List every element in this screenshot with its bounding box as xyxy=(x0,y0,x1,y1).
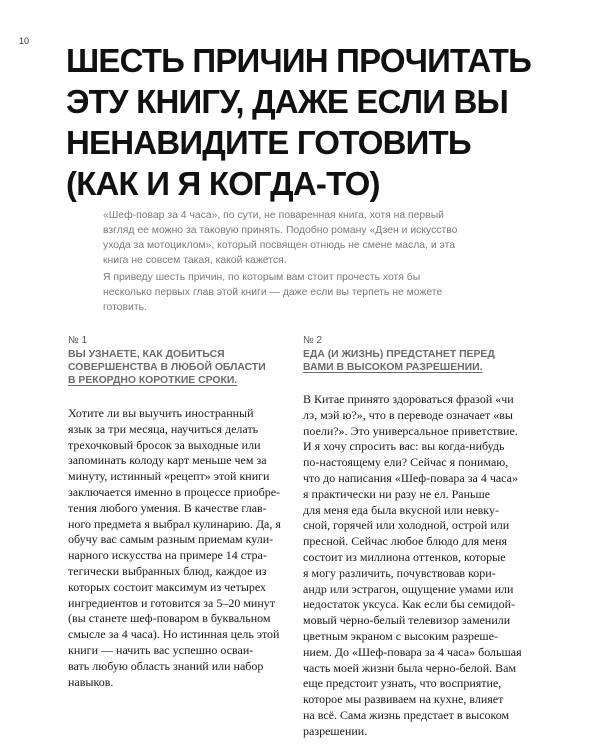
body-line: лэ, мэй ю?», что в переводе означает «вы xyxy=(303,407,513,422)
intro-line: книга не совсем такая, какой кажется. xyxy=(103,255,287,266)
reason-number: № 2 xyxy=(303,335,323,346)
body-line: мовый черно-белый телевизор заменили xyxy=(303,613,511,628)
body-line: на всё. Сама жизнь предстает в высоком xyxy=(303,707,510,722)
body-line: запоминать колоду карт меньше чем за xyxy=(68,453,267,468)
body-line: по-настоящему ели? Сейчас я понимаю, xyxy=(303,455,509,470)
reason-heading-line: ВЫ УЗНАЕТЕ, КАК ДОБИТЬСЯ xyxy=(68,349,225,360)
reason-2 xyxy=(303,335,535,740)
body-line: цветным экраном с высоким разреше- xyxy=(303,628,498,643)
body-line: трехочковый бросок за выходные или xyxy=(68,437,261,452)
body-line: что до написания «Шеф-повара за 4 часа» xyxy=(303,470,518,485)
reason-number: № 1 xyxy=(68,335,88,346)
body-line: которых состоит максимум из четырех xyxy=(68,579,267,594)
title-line: ШЕСТЬ ПРИЧИН ПРОЧИТАТЬ xyxy=(66,42,531,79)
body-line: обучу вас самым разным приемам кули- xyxy=(68,532,274,547)
body-line: нарного искусства на примере 14 стра- xyxy=(68,548,267,563)
body-line: пресной. Сейчас любое блюдо для меня xyxy=(303,534,508,549)
body-line: тения любого умения. В качестве глав- xyxy=(68,500,267,515)
reason-body xyxy=(303,392,535,740)
reason-heading-line: ВАМИ В ВЫСОКОМ РАЗРЕШЕНИИ. xyxy=(303,362,483,373)
body-line: ингредиентов и готовится за 5–20 минут xyxy=(68,595,276,610)
intro-line: несколько первых глав этой книги — даже если вы терпеть не можете xyxy=(103,287,443,298)
reason-heading-line: ЕДА (И ЖИЗНЬ) ПРЕДСТАНЕТ ПЕРЕД xyxy=(303,349,495,360)
reason-body xyxy=(68,406,293,690)
body-line: я могу различить, почувствовав кори- xyxy=(303,565,496,580)
reason-heading xyxy=(303,348,535,374)
body-line: ного предмета я выбрал кулинарию. Да, я xyxy=(68,516,281,531)
body-line: поели?». Это универсальное приветствие. xyxy=(303,423,518,438)
body-line: андр или эстрагон, ощущение умами или xyxy=(303,581,514,596)
chapter-title xyxy=(66,40,566,204)
body-line: вать любую область знаний или набор xyxy=(68,658,264,673)
body-line: язык за три месяца, научиться делать xyxy=(68,421,259,436)
intro-line: Я приведу шесть причин, по которым вам стоит прочесть хотя бы xyxy=(103,272,421,283)
body-line: заключается именно в процессе приобре- xyxy=(68,484,281,499)
title-line: ЭТУ КНИГУ, ДАЖЕ ЕСЛИ ВЫ xyxy=(66,83,509,120)
intro-line: ухода за мотоциклом», который посвящен отнюдь не смене масла, и эта xyxy=(103,240,456,251)
body-line: еще предстоит узнать, что восприятие, xyxy=(303,676,502,691)
page-number: 10 xyxy=(19,36,30,46)
intro-paragraph-2 xyxy=(103,270,503,315)
body-line: состоит из миллиона оттенков, которые xyxy=(303,549,506,564)
body-line: Хотите ли вы выучить иностранный xyxy=(68,406,254,420)
body-line: В Китае принято здороваться фразой «чи xyxy=(303,392,514,406)
body-line: нием. До «Шеф-повара за 4 часа» большая xyxy=(303,644,522,659)
intro-line: «Шеф-повар за 4 часа», по сути, не поваренная книга, хотя на первый xyxy=(103,210,444,221)
title-line: НЕНАВИДИТЕ ГОТОВИТЬ xyxy=(66,124,471,161)
intro-paragraph-1 xyxy=(103,208,503,268)
body-line: сной, горячей или холодной, острой или xyxy=(303,518,510,533)
reason-heading-line: В РЕКОРДНО КОРОТКИЕ СРОКИ. xyxy=(68,375,238,386)
body-line: часть моей жизни была черно-белой. Вам xyxy=(303,660,517,675)
body-line: тегически выбранных блюд, каждое из xyxy=(68,563,267,578)
body-line: смысле за 4 часа). Но истинная цель этой xyxy=(68,627,280,642)
intro-line: готовить. xyxy=(103,302,147,313)
body-line: которое мы развиваем на кухне, влияет xyxy=(303,692,504,707)
body-line: для меня еда была вкусной или невку- xyxy=(303,502,499,517)
intro-line: взгляд ее можно за таковую принять. Подобно роману «Дзен и искусство xyxy=(103,225,458,236)
reason-heading xyxy=(68,348,293,387)
body-line: (вы станете шеф-поваром в буквальном xyxy=(68,611,271,626)
body-line: недостаток уксуса. Как если бы семидой- xyxy=(303,597,516,612)
body-line: навыков. xyxy=(68,674,114,689)
body-line: разрешении. xyxy=(303,723,368,738)
body-line: я практически ни разу не ел. Раньше xyxy=(303,486,491,501)
reason-1 xyxy=(68,335,293,690)
title-line: (КАК И Я КОГДА-ТО) xyxy=(66,165,380,202)
reason-heading-line: СОВЕРШЕНСТВА В ЛЮБОЙ ОБЛАСТИ xyxy=(68,362,266,373)
body-line: минуту, истинный «рецепт» этой книги xyxy=(68,469,270,484)
body-line: книги — начить вас успешно осваи- xyxy=(68,642,254,657)
body-line: И я хочу спросить вас: вы когда-нибудь xyxy=(303,439,505,454)
